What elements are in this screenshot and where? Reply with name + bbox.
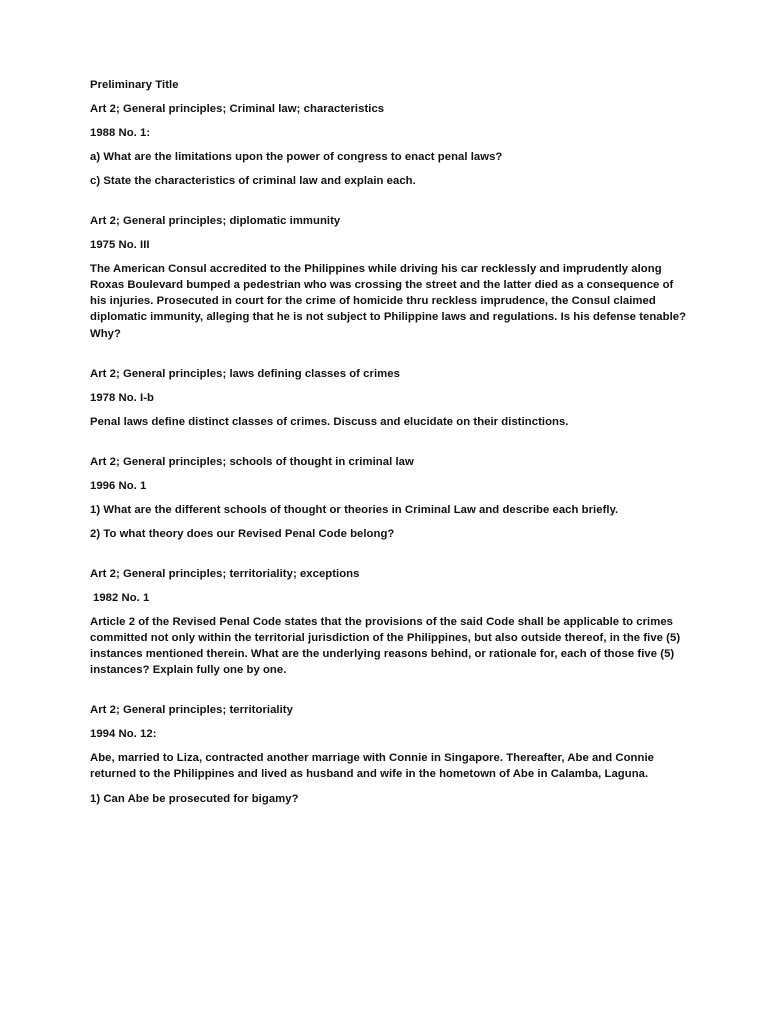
- question-text: The American Consul accredited to the Philippines while driving his car recklessly and imprudently along Roxas Boulevard bumped a pedestrian who was crossing the street and the latter died as a consequence of his injuries. Prosecuted in court for the crime of homicide thru reckless imprudence, the Consul claimed diplomatic immunity, alleging that he is not subject to Philippine laws and regulations. Is his defense tenable? Why?: [90, 263, 687, 340]
- question-text: c) State the characteristics of criminal law and explain each.: [90, 175, 416, 188]
- question-number: 1994 No. 12:: [90, 728, 157, 741]
- question-number: 1982 No. 1: [93, 591, 150, 604]
- section-criminal-law-characteristics: [90, 101, 690, 189]
- section-diplomatic-immunity: [90, 213, 690, 341]
- section-heading: Art 2; General principles; territoriality: [90, 704, 293, 717]
- question-text: Article 2 of the Revised Penal Code states that the provisions of the said Code shall be applicable to crimes committed not only within the territorial jurisdiction of the Philippines, but also outside thereof, in the five (5) instances mentioned therein. What are the underlying reasons behind, or rationale for, each of those five (5) instances? Explain fully one by one.: [90, 615, 681, 677]
- question-number: 1996 No. 1: [90, 479, 147, 492]
- question-text: Abe, married to Liza, contracted another marriage with Connie in Singapore. Thereafter, Abe and Connie returned to the Philippines and lived as husband and wife in the hometown of Abe in Calamba, Laguna.: [90, 752, 654, 781]
- question-text: 1) Can Abe be prosecuted for bigamy?: [90, 792, 299, 805]
- section-schools-of-thought: [90, 454, 690, 542]
- section-heading: Art 2; General principles; schools of thought in criminal law: [90, 455, 414, 468]
- section-heading: Art 2; General principles; Criminal law; characteristics: [90, 103, 385, 115]
- question-text: a) What are the limitations upon the power of congress to enact penal laws?: [90, 151, 503, 163]
- section-classes-of-crimes: [90, 366, 690, 430]
- section-territoriality: [90, 702, 690, 806]
- section-heading: Art 2; General principles; diplomatic immunity: [90, 215, 341, 228]
- question-number: 1978 No. I-b: [90, 391, 155, 404]
- section-territoriality-exceptions: [90, 566, 690, 678]
- question-text: 2) To what theory does our Revised Penal Code belong?: [90, 527, 395, 540]
- question-text: 1) What are the different schools of thought or theories in Criminal Law and describe each briefly.: [90, 503, 619, 516]
- section-heading: Art 2; General principles; territoriality; exceptions: [90, 567, 360, 580]
- question-number: 1988 No. 1:: [90, 127, 151, 139]
- section-heading: Art 2; General principles; laws defining classes of crimes: [90, 367, 400, 380]
- document-title: Preliminary Title: [90, 79, 179, 91]
- document-page: [90, 77, 690, 815]
- question-text: Penal laws define distinct classes of crimes. Discuss and elucidate on their distinctions.: [90, 415, 569, 428]
- question-number: 1975 No. III: [90, 239, 150, 252]
